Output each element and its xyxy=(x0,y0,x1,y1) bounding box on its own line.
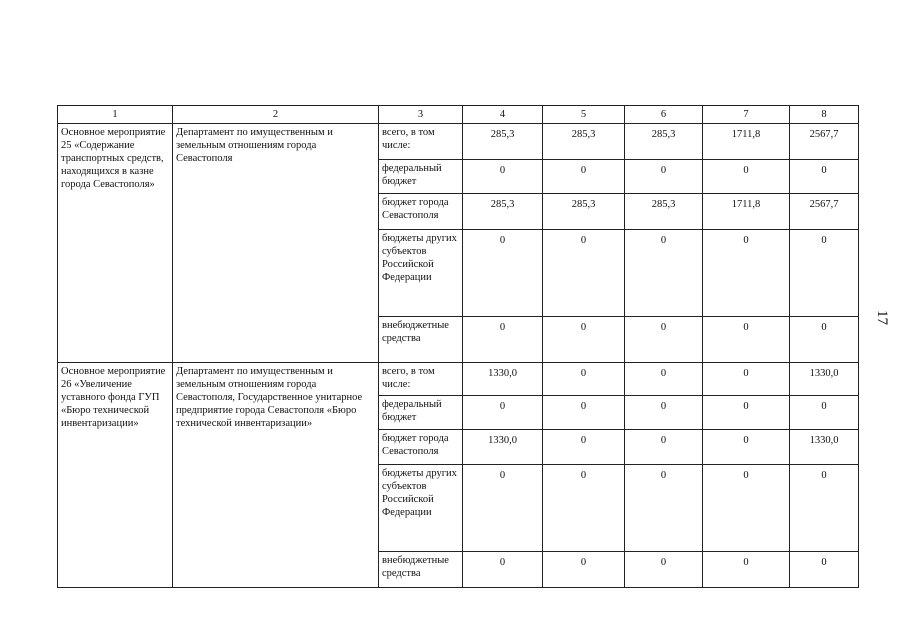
value-cell: 0 xyxy=(463,396,543,430)
value-cell: 1330,0 xyxy=(790,430,859,465)
value-cell: 1330,0 xyxy=(790,363,859,396)
value-cell: 0 xyxy=(543,465,625,552)
value-cell: 1711,8 xyxy=(703,194,790,230)
value-cell: 0 xyxy=(543,552,625,588)
value-cell: 285,3 xyxy=(543,124,625,160)
value-cell: 0 xyxy=(790,317,859,363)
value-cell: 0 xyxy=(543,230,625,317)
column-header: 1 xyxy=(58,106,173,124)
activity-cell: Основное мероприятие 25 «Содержание транспортных средств, находящихся в казне города Севастополя» xyxy=(58,124,173,363)
funding-source-cell: внебюджетные средства xyxy=(379,552,463,588)
value-cell: 0 xyxy=(703,396,790,430)
value-cell: 0 xyxy=(790,396,859,430)
column-header: 2 xyxy=(173,106,379,124)
table-row xyxy=(58,124,859,160)
value-cell: 2567,7 xyxy=(790,194,859,230)
value-cell: 0 xyxy=(543,317,625,363)
column-header: 5 xyxy=(543,106,625,124)
value-cell: 0 xyxy=(463,465,543,552)
value-cell: 285,3 xyxy=(463,194,543,230)
value-cell: 0 xyxy=(625,552,703,588)
value-cell: 0 xyxy=(790,230,859,317)
value-cell: 0 xyxy=(625,160,703,194)
funding-source-cell: бюджет города Севастополя xyxy=(379,194,463,230)
value-cell: 1330,0 xyxy=(463,363,543,396)
funding-source-cell: бюджет города Севастополя xyxy=(379,430,463,465)
value-cell: 0 xyxy=(703,363,790,396)
value-cell: 0 xyxy=(703,160,790,194)
funding-source-cell: федеральный бюджет xyxy=(379,396,463,430)
column-header: 8 xyxy=(790,106,859,124)
value-cell: 1711,8 xyxy=(703,124,790,160)
value-cell: 0 xyxy=(703,465,790,552)
value-cell: 285,3 xyxy=(625,124,703,160)
value-cell: 0 xyxy=(625,317,703,363)
value-cell: 0 xyxy=(463,552,543,588)
value-cell: 0 xyxy=(790,465,859,552)
value-cell: 0 xyxy=(625,363,703,396)
value-cell: 285,3 xyxy=(543,194,625,230)
funding-source-cell: бюджеты других субъектов Российской Федерации xyxy=(379,230,463,317)
funding-source-cell: внебюджетные средства xyxy=(379,317,463,363)
value-cell: 0 xyxy=(625,430,703,465)
column-header: 7 xyxy=(703,106,790,124)
column-header: 4 xyxy=(463,106,543,124)
value-cell: 285,3 xyxy=(463,124,543,160)
value-cell: 0 xyxy=(543,363,625,396)
value-cell: 0 xyxy=(703,230,790,317)
value-cell: 0 xyxy=(703,552,790,588)
column-header: 6 xyxy=(625,106,703,124)
value-cell: 0 xyxy=(625,230,703,317)
value-cell: 1330,0 xyxy=(463,430,543,465)
value-cell: 0 xyxy=(463,160,543,194)
activity-cell: Основное мероприятие 26 «Увеличение уставного фонда ГУП «Бюро технической инвентаризации» xyxy=(58,363,173,588)
value-cell: 0 xyxy=(463,317,543,363)
budget-table xyxy=(57,105,859,588)
value-cell: 0 xyxy=(625,396,703,430)
value-cell: 0 xyxy=(543,430,625,465)
executor-cell: Департамент по имущественным и земельным отношениям города Севастополя, Государственное унитарное предприятие города Севастополя «Бюро технической инвентаризации» xyxy=(173,363,379,588)
value-cell: 0 xyxy=(625,465,703,552)
value-cell: 0 xyxy=(790,552,859,588)
value-cell: 2567,7 xyxy=(790,124,859,160)
funding-source-cell: бюджеты других субъектов Российской Федерации xyxy=(379,465,463,552)
value-cell: 0 xyxy=(703,317,790,363)
funding-source-cell: федеральный бюджет xyxy=(379,160,463,194)
funding-source-cell: всего, в том числе: xyxy=(379,363,463,396)
value-cell: 0 xyxy=(790,160,859,194)
value-cell: 285,3 xyxy=(625,194,703,230)
value-cell: 0 xyxy=(543,396,625,430)
executor-cell: Департамент по имущественным и земельным отношениям города Севастополя xyxy=(173,124,379,363)
value-cell: 0 xyxy=(703,430,790,465)
value-cell: 0 xyxy=(543,160,625,194)
value-cell: 0 xyxy=(463,230,543,317)
column-header: 3 xyxy=(379,106,463,124)
funding-source-cell: всего, в том числе: xyxy=(379,124,463,160)
table-row xyxy=(58,363,859,396)
header-row xyxy=(58,106,859,124)
page-number: 17 xyxy=(874,310,890,325)
